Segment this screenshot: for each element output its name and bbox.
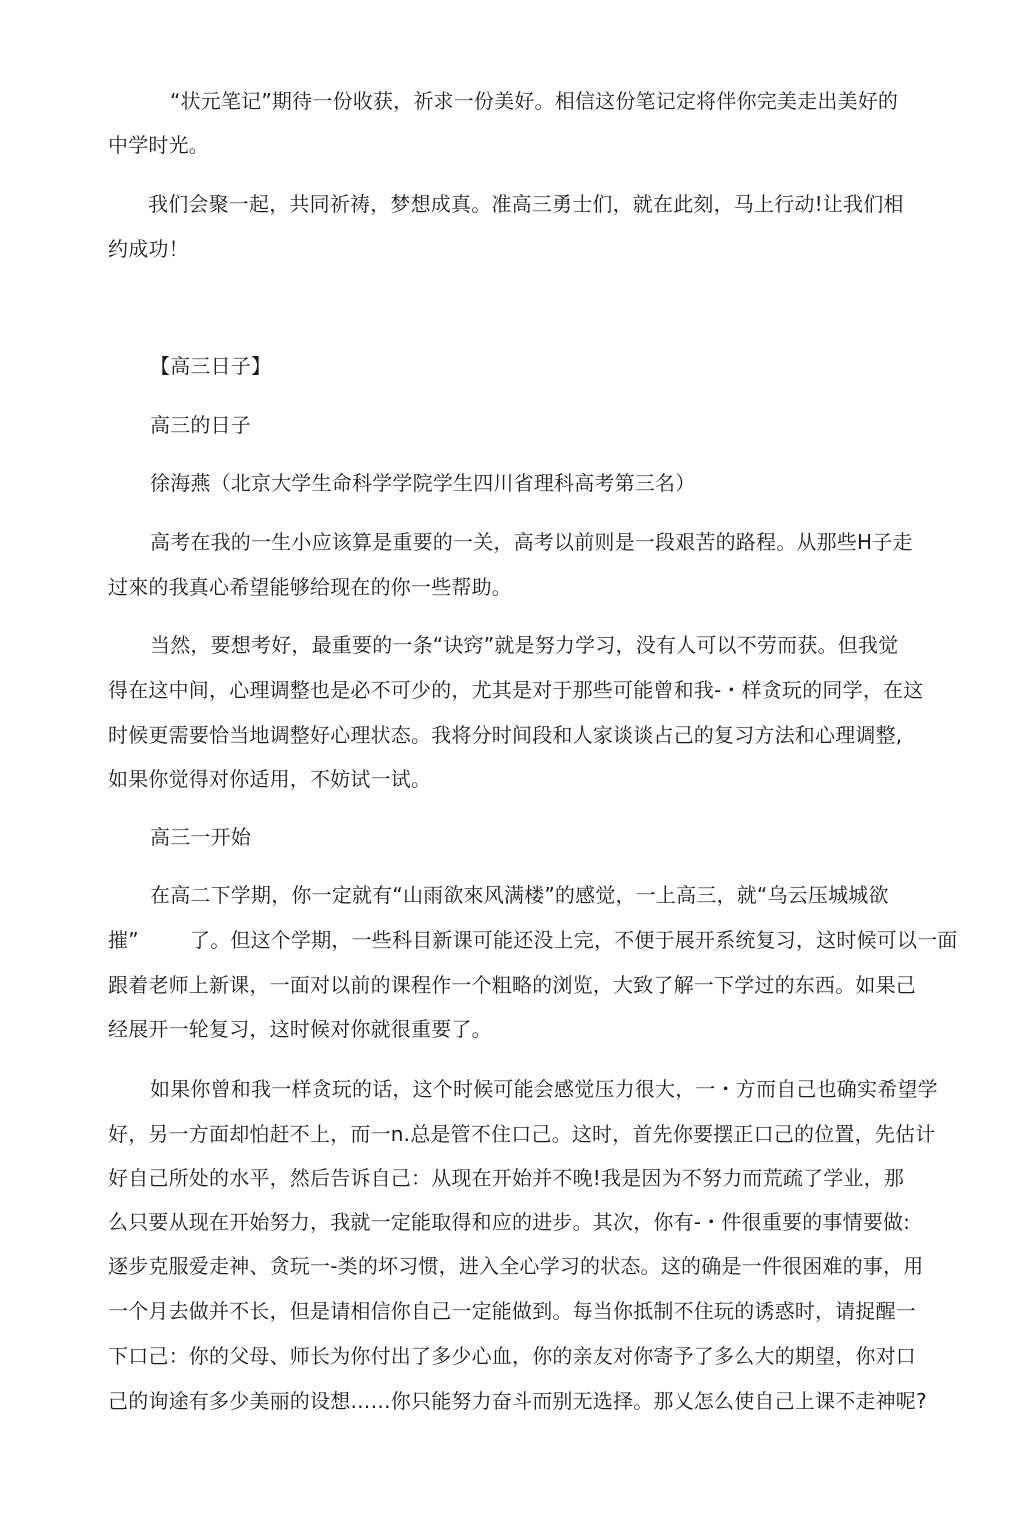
paragraph-5-line-2a: 摧” <box>108 928 139 952</box>
paragraph-3-line-2: 过來的我真心希望能够给现在的你一些帮助。 <box>108 575 512 599</box>
paragraph-5-line-2b: 了。但这个学期，一些科目新课可能还没上完，不便于展开系统复习，这时候可以一面 <box>190 928 958 952</box>
paragraph-5-line-4: 经展开一轮复习，这时候对你就很重要了。 <box>108 1017 492 1041</box>
paragraph-6-line-5: 逐步克服爱走神、贪玩一-类的坏习惯，进入全心学习的状态。这的确是一件很困难的事，用 <box>108 1254 924 1278</box>
paragraph-6-line-4: 么只要从现在开始努力，我就一定能取得和应的进步。其次，你有-・件很重要的事情要做: <box>108 1210 911 1234</box>
paragraph-6-line-3: 好自己所处的水平，然后告诉自己：从现在开始并不晚!我是因为不努力而荒疏了学业，那 <box>108 1166 905 1190</box>
paragraph-2-line-1: 我们会聚一起，共同祈祷，梦想成真。准高三勇士们，就在此刻，马上行动!让我们相 <box>148 192 904 216</box>
paragraph-4-line-2: 得在这中间，心理调整也是必不可少的，尤其是对于那些可能曾和我-・样贪玩的同学，在这 <box>108 678 924 702</box>
paragraph-5-line-1: 在高二下学期，你一定就有“山雨欲來风满楼”的感觉，一上高三，就“乌云压城城欲 <box>150 883 889 907</box>
paragraph-1-line-2: 中学时光。 <box>108 133 209 157</box>
subheading: 高三一开始 <box>150 825 251 849</box>
article-title: 高三的日子 <box>150 413 251 437</box>
paragraph-6-line-7: 下口己：你的父母、师长为你付出了多少心血，你的亲友对你寄予了多么大的期望，你对口 <box>108 1344 916 1368</box>
paragraph-5-line-3: 跟着老师上新课，一面对以前的课程作一个粗略的浏览，大致了解一下学过的东西。如果己 <box>108 973 916 997</box>
paragraph-3-line-1: 高考在我的一生小应该算是重要的一关，高考以前则是一段艰苦的路程。从那些H子走 <box>150 530 913 554</box>
paragraph-6-line-1: 如果你曾和我一样贪玩的话，这个时候可能会感觉压力很大，一・方而自己也确实希望学 <box>150 1077 938 1101</box>
paragraph-4-line-4: 如果你觉得对你适用，不妨试一试。 <box>108 767 432 791</box>
paragraph-6-line-8: 己的询途有多少美丽的设想……你只能努力奋斗而别无选择。那乂怎么使自己上课不走神呢? <box>108 1389 927 1413</box>
paragraph-6-line-6: 一个月去做并不长，但是请相信你自己一定能做到。每当你抵制不住玩的诱惑时，请捉醒一 <box>108 1299 916 1323</box>
paragraph-4-line-1: 当然，要想考好，最重要的一条“诀窍”就是努力学习，没有人可以不劳而获。但我觉 <box>150 633 899 657</box>
author-line: 徐海燕（北京大学生命科学学院学生四川省理科高考第三名） <box>150 471 696 495</box>
paragraph-6-line-2: 好，另一方面却怕赶不上，而一n.总是管不住口己。这时，首先你要摆正口己的位置，先估计 <box>108 1122 936 1146</box>
section-heading: 【高三日子】 <box>150 354 272 378</box>
paragraph-2-line-2: 约成功！ <box>108 237 189 261</box>
paragraph-4-line-3: 时候更需要恰当地调整好心理状态。我将分时间段和人家谈谈占己的复习方法和心理调整, <box>108 723 903 747</box>
paragraph-1-line-1: “状元笔记”期待一份收获，祈求一份美好。相信这份笔记定将伴你完美走出美好的 <box>170 89 899 113</box>
